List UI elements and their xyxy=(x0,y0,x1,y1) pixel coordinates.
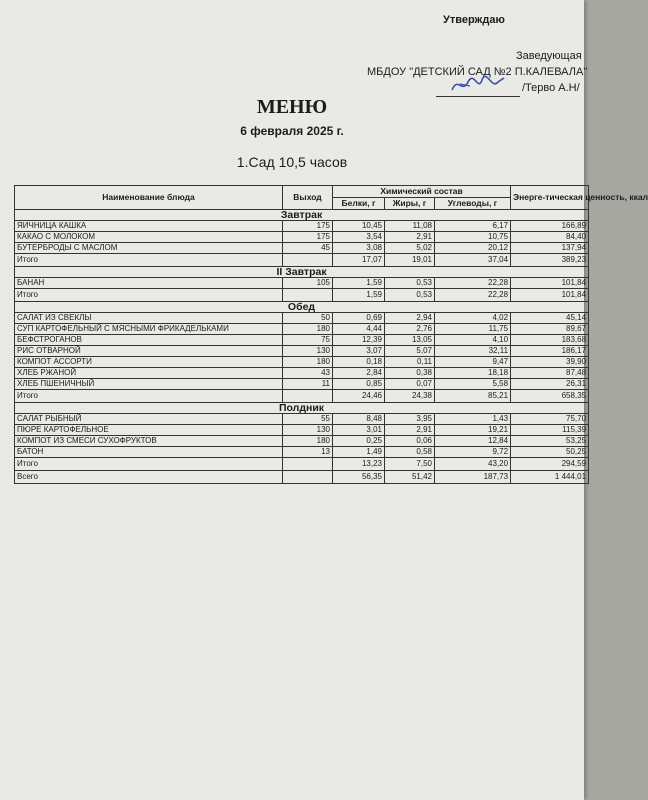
subtotal-row xyxy=(15,254,589,267)
dish-carbs: 4,02 xyxy=(435,313,511,324)
dish-fat: 0,58 xyxy=(385,447,435,458)
dish-protein: 2,84 xyxy=(333,368,385,379)
dish-carbs: 10,75 xyxy=(435,232,511,243)
handwritten-signature xyxy=(448,72,508,98)
dish-energy: 186,17 xyxy=(511,346,589,357)
table-row xyxy=(15,379,589,390)
dish-carbs: 9,72 xyxy=(435,447,511,458)
dish-yield: 75 xyxy=(283,335,333,346)
table-row xyxy=(15,436,589,447)
approval-signer: /Терво А.Н/ xyxy=(522,82,580,94)
dish-protein: 3,01 xyxy=(333,425,385,436)
col-header-fat: Жиры, г xyxy=(385,198,435,210)
dish-energy: 26,31 xyxy=(511,379,589,390)
table-row xyxy=(15,425,589,436)
table-row xyxy=(15,278,589,289)
col-header-name: Наименование блюда xyxy=(15,186,283,210)
subtotal-row xyxy=(15,289,589,302)
empty-cell xyxy=(283,254,333,267)
dish-fat: 5,02 xyxy=(385,243,435,254)
dish-energy: 87,48 xyxy=(511,368,589,379)
table-header xyxy=(15,186,648,210)
subtotal-protein: 13,23 xyxy=(333,458,385,471)
dish-carbs: 12,84 xyxy=(435,436,511,447)
subtotal-carbs: 85,21 xyxy=(435,390,511,403)
empty-cell xyxy=(283,289,333,302)
table-row xyxy=(15,232,589,243)
dish-energy: 89,67 xyxy=(511,324,589,335)
subtotal-label: Итого xyxy=(15,458,283,471)
dish-protein: 10,45 xyxy=(333,221,385,232)
empty-cell xyxy=(283,471,333,484)
dish-protein: 3,07 xyxy=(333,346,385,357)
dish-protein: 3,54 xyxy=(333,232,385,243)
grand-total-carbs: 187,73 xyxy=(435,471,511,484)
approval-organization: МБДОУ "ДЕТСКИЙ САД №2 П.КАЛЕВАЛА" xyxy=(367,66,588,78)
dish-fat: 2,91 xyxy=(385,232,435,243)
table-row xyxy=(15,335,589,346)
dish-name: СУП КАРТОФЕЛЬНЫЙ С МЯСНЫМИ ФРИКАДЕЛЬКАМИ xyxy=(15,324,283,335)
dish-energy: 84,40 xyxy=(511,232,589,243)
section-title: II Завтрак xyxy=(15,267,589,278)
grand-total-protein: 56,35 xyxy=(333,471,385,484)
subtotal-protein: 17,07 xyxy=(333,254,385,267)
table-row xyxy=(15,324,589,335)
dish-energy: 45,14 xyxy=(511,313,589,324)
dish-carbs: 5,58 xyxy=(435,379,511,390)
dish-yield: 175 xyxy=(283,232,333,243)
subtotal-energy: 294,59 xyxy=(511,458,589,471)
dish-energy: 75,70 xyxy=(511,414,589,425)
approval-position: Заведующая xyxy=(516,50,582,62)
dish-energy: 115,39 xyxy=(511,425,589,436)
section-title: Полдник xyxy=(15,403,589,414)
dish-yield: 43 xyxy=(283,368,333,379)
dish-energy: 166,89 xyxy=(511,221,589,232)
dish-name: САЛАТ ИЗ СВЕКЛЫ xyxy=(15,313,283,324)
subtotal-carbs: 37,04 xyxy=(435,254,511,267)
grand-total-fat: 51,42 xyxy=(385,471,435,484)
table-row xyxy=(15,346,589,357)
dish-energy: 101,84 xyxy=(511,278,589,289)
table-row xyxy=(15,414,589,425)
dish-name: БУТЕРБРОДЫ С МАСЛОМ xyxy=(15,243,283,254)
dish-name: КАКАО С МОЛОКОМ xyxy=(15,232,283,243)
dish-energy: 50,25 xyxy=(511,447,589,458)
dish-name: БАТОН xyxy=(15,447,283,458)
dish-energy: 53,25 xyxy=(511,436,589,447)
section-row xyxy=(15,302,589,313)
dish-fat: 2,94 xyxy=(385,313,435,324)
subtotal-label: Итого xyxy=(15,289,283,302)
col-header-carbs: Углеводы, г xyxy=(435,198,511,210)
dish-yield: 45 xyxy=(283,243,333,254)
dish-yield: 13 xyxy=(283,447,333,458)
dish-yield: 130 xyxy=(283,346,333,357)
dish-fat: 2,91 xyxy=(385,425,435,436)
subtotal-energy: 389,23 xyxy=(511,254,589,267)
dish-name: РИС ОТВАРНОЙ xyxy=(15,346,283,357)
empty-cell xyxy=(283,390,333,403)
col-header-chemical: Химический состав xyxy=(333,186,511,198)
table-body xyxy=(15,210,589,484)
dish-carbs: 19,21 xyxy=(435,425,511,436)
subtotal-row xyxy=(15,390,589,403)
dish-carbs: 1,43 xyxy=(435,414,511,425)
dish-name: ЯИЧНИЦА КАШКА xyxy=(15,221,283,232)
dish-protein: 0,85 xyxy=(333,379,385,390)
dish-energy: 137,94 xyxy=(511,243,589,254)
dish-fat: 3,95 xyxy=(385,414,435,425)
dish-fat: 5,07 xyxy=(385,346,435,357)
dish-name: БЕФСТРОГАНОВ xyxy=(15,335,283,346)
grand-total-energy: 1 444,01 xyxy=(511,471,589,484)
dish-protein: 1,59 xyxy=(333,278,385,289)
dish-protein: 4,44 xyxy=(333,324,385,335)
dish-fat: 11,08 xyxy=(385,221,435,232)
subtotal-carbs: 22,28 xyxy=(435,289,511,302)
menu-date: 6 февраля 2025 г. xyxy=(240,124,344,138)
dish-carbs: 22,28 xyxy=(435,278,511,289)
dish-protein: 0,18 xyxy=(333,357,385,368)
menu-subtitle: 1.Сад 10,5 часов xyxy=(236,154,348,170)
subtotal-protein: 24,46 xyxy=(333,390,385,403)
dish-protein: 0,25 xyxy=(333,436,385,447)
menu-table xyxy=(14,185,648,484)
grand-total-row xyxy=(15,471,589,484)
table-row xyxy=(15,243,589,254)
dish-yield: 50 xyxy=(283,313,333,324)
grand-total-label: Всего xyxy=(15,471,283,484)
dish-energy: 39,90 xyxy=(511,357,589,368)
subtotal-fat: 24,38 xyxy=(385,390,435,403)
dish-fat: 13,05 xyxy=(385,335,435,346)
dish-name: ХЛЕБ ПШЕНИЧНЫЙ xyxy=(15,379,283,390)
section-title: Завтрак xyxy=(15,210,589,221)
subtotal-row xyxy=(15,458,589,471)
dish-carbs: 4,10 xyxy=(435,335,511,346)
table-row xyxy=(15,221,589,232)
subtotal-energy: 101,84 xyxy=(511,289,589,302)
dish-name: САЛАТ РЫБНЫЙ xyxy=(15,414,283,425)
dish-fat: 2,76 xyxy=(385,324,435,335)
dish-name: БАНАН xyxy=(15,278,283,289)
dish-name: КОМПОТ ИЗ СМЕСИ СУХОФРУКТОВ xyxy=(15,436,283,447)
subtotal-label: Итого xyxy=(15,254,283,267)
dish-carbs: 6,17 xyxy=(435,221,511,232)
subtotal-carbs: 43,20 xyxy=(435,458,511,471)
dish-name: ПЮРЕ КАРТОФЕЛЬНОЕ xyxy=(15,425,283,436)
dish-carbs: 9,47 xyxy=(435,357,511,368)
approval-heading: Утверждаю xyxy=(443,14,505,26)
col-header-protein: Белки, г xyxy=(333,198,385,210)
dish-name: КОМПОТ АССОРТИ xyxy=(15,357,283,368)
dish-carbs: 11,75 xyxy=(435,324,511,335)
table-row xyxy=(15,357,589,368)
dish-name: ХЛЕБ РЖАНОЙ xyxy=(15,368,283,379)
table-row xyxy=(15,313,589,324)
table-row xyxy=(15,447,589,458)
section-row xyxy=(15,210,589,221)
dish-carbs: 20,12 xyxy=(435,243,511,254)
section-row xyxy=(15,403,589,414)
section-row xyxy=(15,267,589,278)
dish-energy: 183,68 xyxy=(511,335,589,346)
dish-fat: 0,06 xyxy=(385,436,435,447)
dish-fat: 0,53 xyxy=(385,278,435,289)
section-title: Обед xyxy=(15,302,589,313)
dish-protein: 12,39 xyxy=(333,335,385,346)
dish-fat: 0,07 xyxy=(385,379,435,390)
subtotal-protein: 1,59 xyxy=(333,289,385,302)
subtotal-energy: 658,35 xyxy=(511,390,589,403)
dish-protein: 0,69 xyxy=(333,313,385,324)
dish-fat: 0,11 xyxy=(385,357,435,368)
dish-yield: 11 xyxy=(283,379,333,390)
subtotal-label: Итого xyxy=(15,390,283,403)
subtotal-fat: 0,53 xyxy=(385,289,435,302)
dish-fat: 0,38 xyxy=(385,368,435,379)
dish-yield: 55 xyxy=(283,414,333,425)
dish-yield: 130 xyxy=(283,425,333,436)
dish-protein: 1,49 xyxy=(333,447,385,458)
table-row xyxy=(15,368,589,379)
page-title: МЕНЮ xyxy=(256,96,328,118)
dish-yield: 180 xyxy=(283,324,333,335)
subtotal-fat: 19,01 xyxy=(385,254,435,267)
dish-carbs: 18,18 xyxy=(435,368,511,379)
col-header-yield: Выход xyxy=(283,186,333,210)
dish-yield: 175 xyxy=(283,221,333,232)
dish-yield: 180 xyxy=(283,436,333,447)
dish-protein: 8,48 xyxy=(333,414,385,425)
dish-protein: 3,08 xyxy=(333,243,385,254)
dish-yield: 105 xyxy=(283,278,333,289)
empty-cell xyxy=(283,458,333,471)
col-header-energy: Энерге-тическая ценность, ккал xyxy=(511,186,589,210)
dish-carbs: 32,11 xyxy=(435,346,511,357)
subtotal-fat: 7,50 xyxy=(385,458,435,471)
dish-yield: 180 xyxy=(283,357,333,368)
